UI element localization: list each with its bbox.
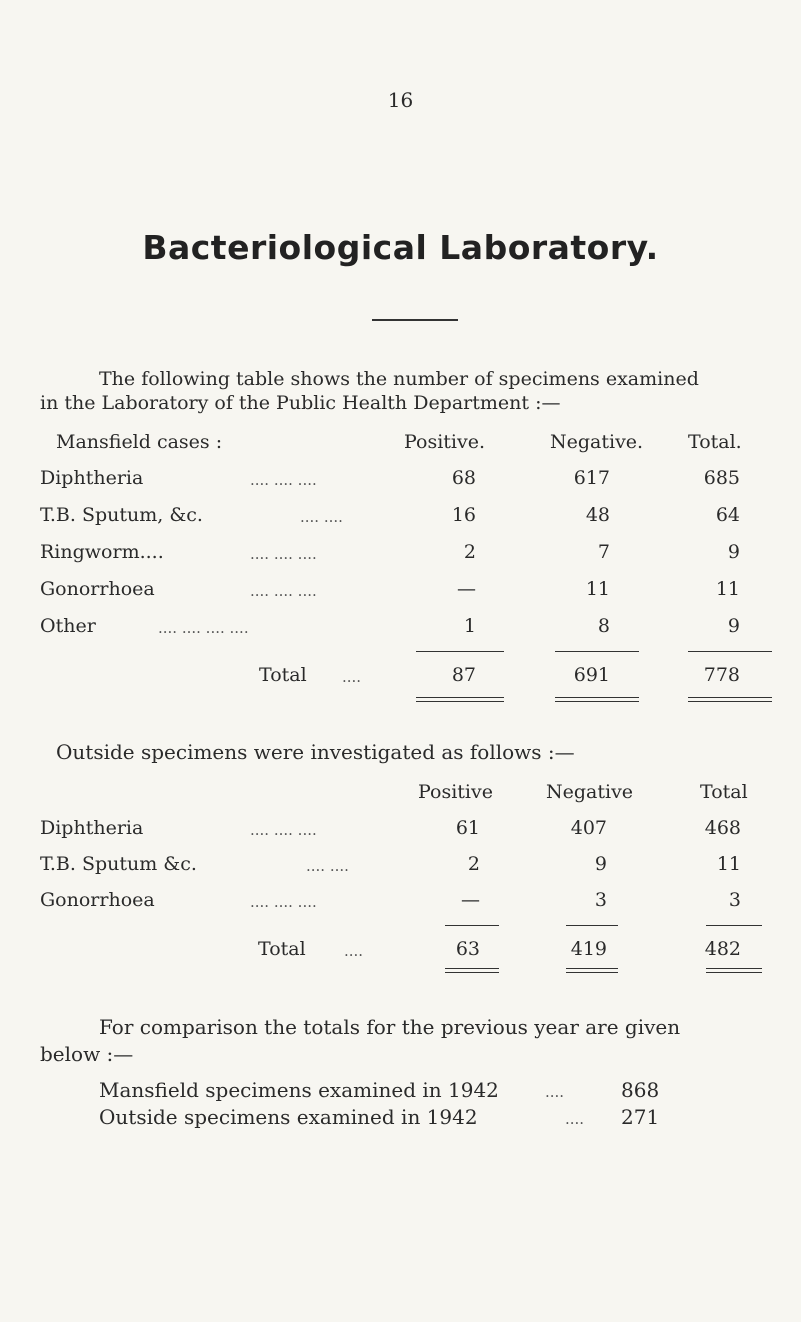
row-label-gonorrhoea: Gonorrhoea: [40, 578, 155, 600]
cell-total: 64: [715, 504, 740, 526]
row-label-other: Other: [40, 615, 96, 637]
sum-rule: [555, 651, 639, 652]
cell-negative: 3: [594, 889, 607, 911]
comparison-label-outside: Outside specimens examined in 1942: [99, 1105, 478, 1129]
cell-positive: 16: [451, 504, 476, 526]
cell-negative: 407: [570, 817, 607, 839]
cell-positive: 1: [463, 615, 476, 637]
row-label-tb-sputum: T.B. Sputum, &c.: [40, 504, 203, 526]
cell-negative: 8: [597, 615, 610, 637]
comparison-value-mansfield: 868: [621, 1078, 660, 1102]
leader-dots: .... ....: [300, 508, 343, 526]
comparison-line-1: For comparison the totals for the previous year are given: [99, 1015, 681, 1039]
cell-positive: —: [461, 889, 480, 911]
sum-rule: [566, 925, 618, 926]
total-total: 778: [703, 664, 740, 686]
row-label-tb-sputum: T.B. Sputum &c.: [40, 853, 197, 875]
cell-total: 11: [716, 853, 741, 875]
page-number: 16: [387, 88, 414, 112]
double-rule: [706, 968, 762, 973]
title-rule: [372, 319, 458, 321]
cell-positive: 68: [451, 467, 476, 489]
row-label-ringworm: Ringworm....: [40, 541, 164, 563]
leader-dots: .... ....: [306, 857, 349, 875]
col-header-negative: Negative: [546, 781, 634, 803]
mansfield-heading: Mansfield cases :: [56, 431, 223, 453]
total-positive: 63: [455, 938, 480, 960]
cell-total: 9: [727, 615, 740, 637]
double-rule: [688, 697, 772, 702]
total-positive: 87: [451, 664, 476, 686]
col-header-negative: Negative.: [550, 431, 644, 453]
double-rule: [555, 697, 639, 702]
double-rule: [566, 968, 618, 973]
sum-rule: [706, 925, 762, 926]
cell-total: 468: [704, 817, 741, 839]
cell-negative: 9: [594, 853, 607, 875]
total-label: Total: [259, 664, 307, 686]
total-negative: 419: [570, 938, 607, 960]
leader-dots: .... .... ....: [250, 582, 317, 600]
cell-positive: 61: [455, 817, 480, 839]
leader-dots: ....: [545, 1083, 565, 1101]
leader-dots: .... .... ....: [250, 821, 317, 839]
cell-negative: 48: [585, 504, 610, 526]
cell-total: 685: [703, 467, 740, 489]
row-label-gonorrhoea: Gonorrhoea: [40, 889, 155, 911]
leader-dots: ....: [344, 942, 364, 960]
page-title: Bacteriological Laboratory.: [142, 228, 659, 267]
outside-heading: Outside specimens were investigated as follows :—: [56, 740, 575, 764]
total-label: Total: [258, 938, 306, 960]
sum-rule: [445, 925, 499, 926]
row-label-diphtheria: Diphtheria: [40, 467, 144, 489]
double-rule: [445, 968, 499, 973]
double-rule: [416, 697, 504, 702]
cell-negative: 7: [597, 541, 610, 563]
cell-total: 11: [715, 578, 740, 600]
leader-dots: .... .... ....: [250, 471, 317, 489]
intro-line-1: The following table shows the number of specimens examined: [99, 368, 699, 390]
comparison-label-mansfield: Mansfield specimens examined in 1942: [99, 1078, 499, 1102]
leader-dots: ....: [342, 668, 362, 686]
row-label-diphtheria: Diphtheria: [40, 817, 144, 839]
cell-total: 9: [727, 541, 740, 563]
total-negative: 691: [573, 664, 610, 686]
sum-rule: [688, 651, 772, 652]
leader-dots: .... .... ....: [250, 545, 317, 563]
cell-positive: 2: [467, 853, 480, 875]
intro-line-2: in the Laboratory of the Public Health Department :—: [40, 392, 561, 414]
leader-dots: .... .... ....: [250, 893, 317, 911]
comparison-line-2: below :—: [40, 1042, 134, 1066]
cell-negative: 617: [573, 467, 610, 489]
col-header-total: Total.: [688, 431, 742, 453]
col-header-positive: Positive.: [404, 431, 486, 453]
comparison-value-outside: 271: [621, 1105, 660, 1129]
cell-positive: 2: [463, 541, 476, 563]
sum-rule: [416, 651, 504, 652]
leader-dots: ....: [565, 1110, 585, 1128]
cell-negative: 11: [585, 578, 610, 600]
col-header-total: Total: [700, 781, 748, 803]
col-header-positive: Positive: [418, 781, 493, 803]
cell-positive: —: [457, 578, 476, 600]
total-total: 482: [704, 938, 741, 960]
cell-total: 3: [728, 889, 741, 911]
leader-dots: .... .... .... ....: [158, 619, 249, 637]
